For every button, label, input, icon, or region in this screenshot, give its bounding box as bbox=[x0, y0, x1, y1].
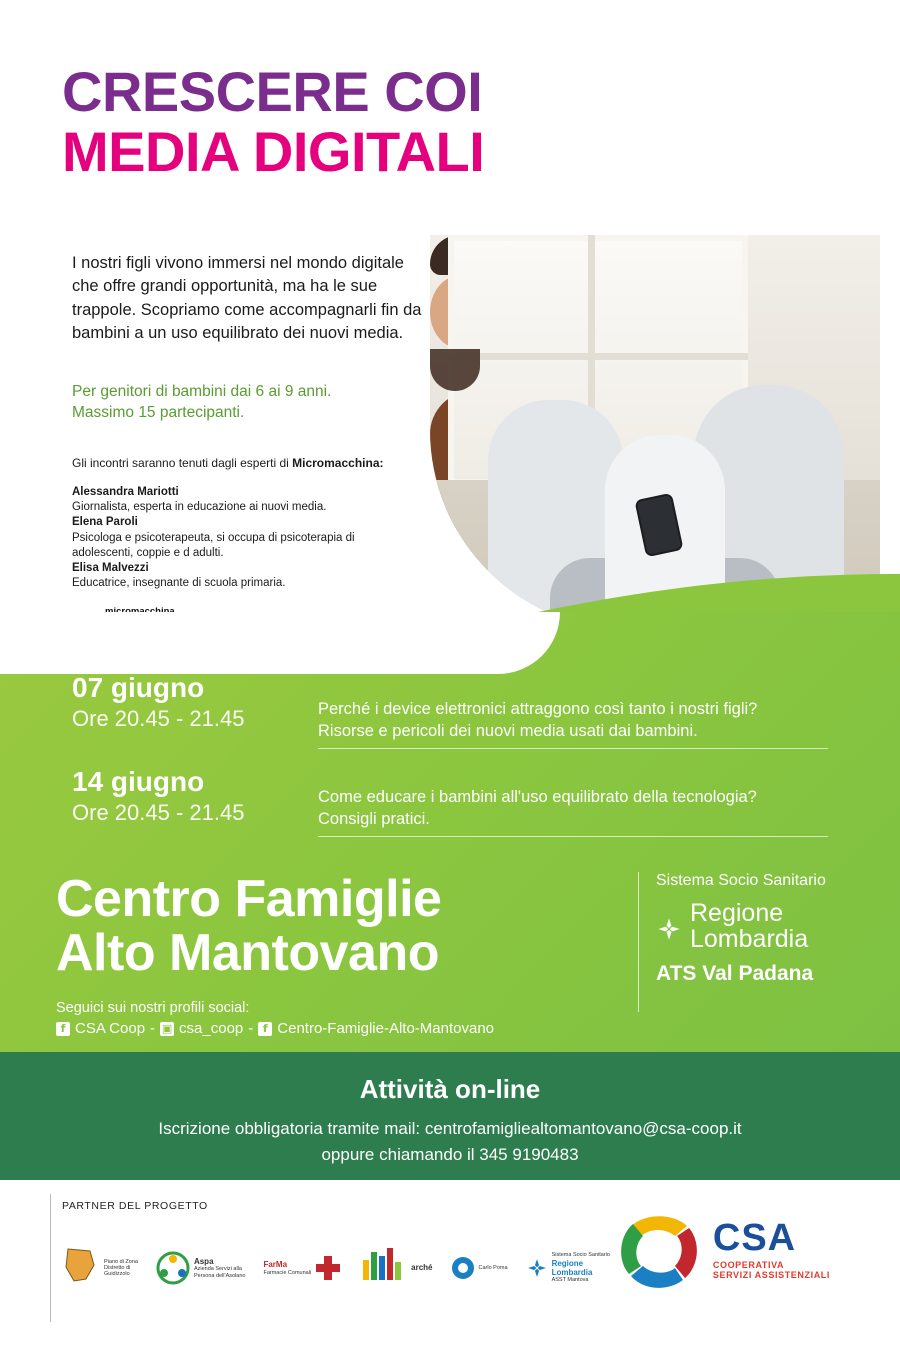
social-links bbox=[56, 1020, 494, 1037]
organizer-title-line2: Alto Mantovano bbox=[56, 924, 439, 983]
cross-icon bbox=[315, 1254, 341, 1282]
arche-bars-icon bbox=[359, 1246, 407, 1290]
experts-intro-prefix: Gli incontri saranno tenuti dagli esperti di bbox=[72, 456, 293, 470]
partner-logo-aspa bbox=[156, 1251, 246, 1285]
region-name-line1: Regione bbox=[690, 899, 784, 927]
schedule-date: 07 giugno bbox=[72, 672, 205, 703]
intro-note bbox=[72, 382, 432, 424]
schedule-item-2-desc bbox=[318, 786, 838, 831]
partners-divider bbox=[50, 1194, 51, 1322]
partner-caption: FarMa Farmacie Comunali bbox=[263, 1260, 312, 1276]
online-phone-line: oppure chiamando il 345 9190483 bbox=[321, 1145, 579, 1164]
partner-logo-farma bbox=[263, 1254, 341, 1282]
partner-logo-guidizzolo bbox=[60, 1245, 138, 1291]
schedule-item-2-date bbox=[72, 766, 244, 826]
partner-caption: Piano di Zona Distretto di Guidizzolo bbox=[104, 1258, 138, 1278]
partner-logos bbox=[60, 1232, 620, 1304]
organizer-title bbox=[56, 870, 442, 983]
intro-note-line1: Per genitori di bambini dai 6 ai 9 anni. bbox=[72, 383, 332, 400]
social-label: Seguici sui nostri profili social: bbox=[56, 1000, 250, 1016]
schedule-time: Ore 20.45 - 21.45 bbox=[72, 706, 245, 731]
social-handle-instagram[interactable]: csa_coop bbox=[179, 1020, 244, 1037]
expert-entry bbox=[72, 485, 412, 515]
region-bottom-label: ATS Val Padana bbox=[656, 962, 814, 985]
partner-caption: arché bbox=[411, 1263, 433, 1273]
schedule-time: Ore 20.45 - 21.45 bbox=[72, 800, 245, 825]
expert-role: Educatrice, insegnante di scuola primaria. bbox=[72, 577, 286, 590]
title-line-2: MEDIA DIGITALI bbox=[62, 120, 485, 184]
schedule-date: 14 giugno bbox=[72, 766, 205, 797]
csa-mark-icon bbox=[617, 1208, 703, 1290]
expert-entry bbox=[72, 515, 412, 561]
lombardia-rose-icon bbox=[656, 916, 682, 942]
poma-circle-icon bbox=[451, 1256, 475, 1280]
expert-role: Giornalista, esperta in educazione ai nuovi media. bbox=[72, 501, 327, 514]
schedule-desc-line1: Perché i device elettronici attraggono così tanto i nostri figli? bbox=[318, 700, 758, 718]
schedule-desc-line2: Risorse e pericoli dei nuovi media usati dai bambini. bbox=[318, 722, 698, 741]
schedule-item-1-date bbox=[72, 672, 244, 732]
expert-name: Elena Paroli bbox=[72, 516, 138, 529]
page-title bbox=[62, 62, 842, 183]
schedule-divider-1 bbox=[318, 748, 828, 749]
title-line-1: CRESCERE COI bbox=[62, 60, 483, 123]
partners-section bbox=[0, 1180, 900, 1350]
schedule-desc-line2: Consigli pratici. bbox=[318, 810, 430, 829]
region-top-label: Sistema Socio Sanitario bbox=[656, 872, 826, 889]
experts-intro-bold: Micromacchina: bbox=[292, 456, 384, 470]
social-separator: - bbox=[248, 1020, 254, 1037]
schedule-divider-2 bbox=[318, 836, 828, 837]
experts-intro bbox=[72, 456, 383, 470]
region-name-line2: Lombardia bbox=[690, 925, 809, 954]
white-notch-decor bbox=[0, 612, 560, 674]
online-title: Attività on-line bbox=[359, 1074, 541, 1104]
expert-name: Elisa Malvezzi bbox=[72, 561, 149, 574]
vertical-divider bbox=[638, 872, 639, 1012]
facebook-icon[interactable]: f bbox=[56, 1022, 70, 1036]
organizer-title-line1: Centro Famiglie bbox=[56, 870, 442, 928]
map-shape-icon bbox=[60, 1245, 100, 1291]
facebook-icon[interactable]: f bbox=[258, 1022, 272, 1036]
social-handle-facebook[interactable]: CSA Coop bbox=[75, 1020, 146, 1037]
intro-paragraph: I nostri figli vivono immersi nel mondo digitale che offre grandi opportunità, ma ha le sue trappole. Scopriamo come accompagnarli fin da bambini a un uso equilibrato dei nuovi media. bbox=[72, 254, 422, 343]
partner-caption: Carlo Poma bbox=[478, 1264, 508, 1271]
expert-name: Alessandra Mariotti bbox=[72, 486, 179, 498]
csa-name: CSA bbox=[712, 1216, 797, 1259]
instagram-icon[interactable]: ▣ bbox=[161, 1021, 173, 1035]
partner-caption: Aspa Azienda Servizi alla Persona dell'Asolano bbox=[193, 1257, 246, 1279]
csa-logo bbox=[617, 1208, 830, 1290]
expert-role: Psicologa e psicoterapeuta, si occupa di psicoterapia di adolescenti, coppie e d adulti. bbox=[72, 531, 355, 559]
partner-logo-arche bbox=[359, 1246, 432, 1290]
partner-logo-carlopoma bbox=[451, 1256, 508, 1280]
social-handle-page[interactable]: Centro-Famiglie-Alto-Mantovano bbox=[277, 1020, 495, 1037]
intro-note-line2: Massimo 15 partecipanti. bbox=[72, 403, 245, 421]
online-email-line: Iscrizione obbligatoria tramite mail: centrofamigliealtomantovano@csa-coop.it bbox=[158, 1119, 742, 1138]
schedule-desc-line1: Come educare i bambini all'uso equilibrato della tecnologia? bbox=[318, 788, 757, 806]
social-separator: - bbox=[150, 1020, 156, 1037]
online-activity-band bbox=[0, 1052, 900, 1180]
schedule-item-1-desc bbox=[318, 698, 838, 743]
csa-sub2: SERVIZI ASSISTENZIALI bbox=[712, 1269, 830, 1280]
csa-sub1: COOPERATIVA bbox=[712, 1259, 785, 1270]
partners-label: PARTNER DEL PROGETTO bbox=[62, 1200, 208, 1212]
lombardia-rose-icon bbox=[526, 1257, 548, 1279]
region-name bbox=[690, 900, 808, 953]
partner-caption: Sistema Socio Sanitario Regione Lombardia ASST Mantova bbox=[551, 1252, 610, 1284]
partner-logo-asst-mantova bbox=[526, 1252, 610, 1283]
aspa-circle-icon bbox=[156, 1251, 190, 1285]
